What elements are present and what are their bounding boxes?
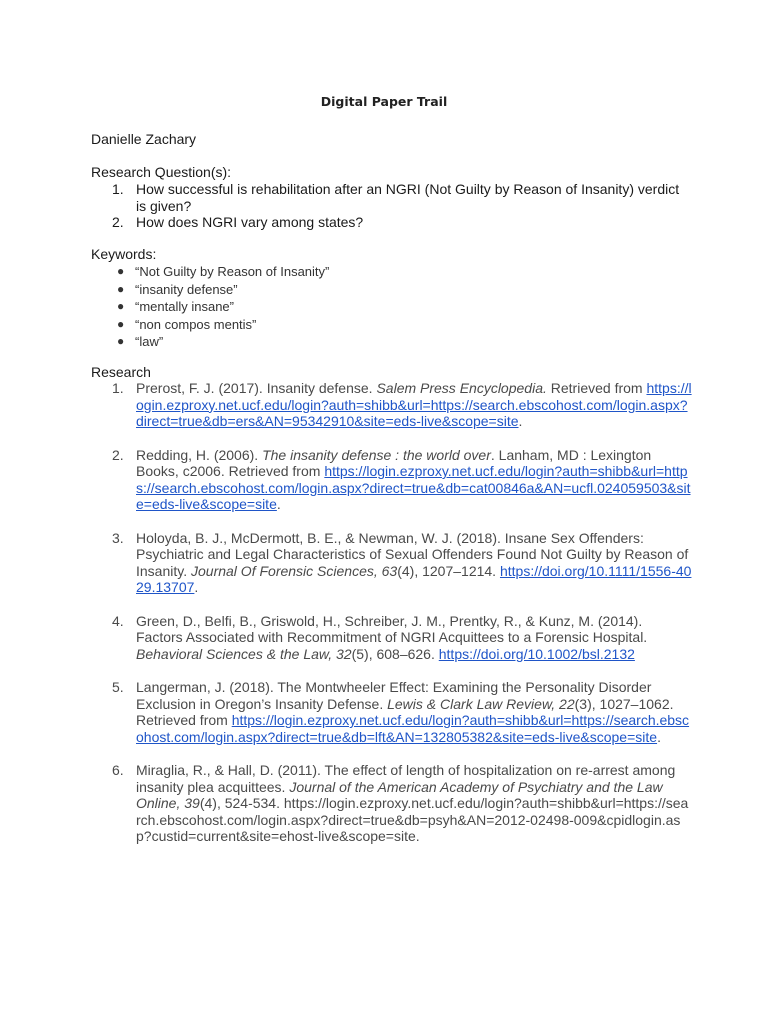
list-number: 2.: [112, 214, 124, 230]
reference-list: [112, 380, 692, 862]
list-number: 5.: [112, 679, 124, 695]
keyword-item: [117, 298, 329, 316]
keywords-heading: Keywords:: [91, 246, 157, 262]
research-heading: Research: [91, 364, 151, 380]
list-number: 4.: [112, 612, 124, 629]
keyword-item: [117, 333, 329, 351]
reference-url-text: https://login.ezproxy.net.ucf.edu/login?auth=shibb&url=https://search.ebscohost.com/login.aspx?direct=true&db=psyh&AN=2012-02498-009&cpidlogin.asp?custid=current&site=ehost-live&scope=site.: [136, 795, 689, 844]
keyword-item: [117, 316, 329, 334]
research-question: [112, 181, 692, 214]
reference-text: .: [518, 413, 523, 429]
list-number: 1.: [112, 380, 124, 396]
bullet-icon: ●: [117, 264, 125, 278]
reference-item: [112, 679, 692, 745]
research-question-text: How does NGRI vary among states?: [136, 214, 364, 230]
reference-text: Redding, H. (2006).: [136, 446, 263, 463]
reference-text: (3), 1027–1062. Retrieved from: [136, 695, 674, 728]
reference-item: [112, 530, 692, 596]
research-question-text: How successful is rehabilitation after an NGRI (Not Guilty by Reason of Insanity) verdict is given?: [136, 181, 680, 214]
reference-text: . Lanham, MD : Lexington Books, c2006. Retrieved from: [136, 446, 652, 479]
reference-source: Salem Press Encyclopedia.: [376, 380, 547, 396]
reference-text: .: [276, 496, 281, 512]
research-questions-heading: Research Question(s):: [91, 164, 232, 180]
list-number: 6.: [112, 762, 124, 778]
list-number: 2.: [112, 446, 124, 463]
reference-item: [112, 762, 692, 845]
reference-text: (4), 1207–1214.: [397, 562, 500, 579]
reference-text: .: [657, 728, 661, 745]
keyword-text: “insanity defense”: [135, 281, 238, 297]
bullet-icon: ●: [117, 334, 125, 348]
keyword-item: [117, 263, 329, 281]
reference-text: Langerman, J. (2018). The Montwheeler Effect: Examining the Personality Disorder Exclusion in Oregon’s Insanity Defense.: [136, 679, 652, 712]
list-number: 3.: [112, 529, 124, 546]
keyword-text: “mentally insane”: [135, 299, 234, 314]
reference-link[interactable]: https://login.ezproxy.net.ucf.edu/login?auth=shibb&url=https://search.ebscohost.com/login.aspx?direct=true&db=cat00846a&AN=ucfl.024059503&site=eds-live&scope=site: [136, 463, 691, 512]
research-question: [112, 214, 692, 231]
reference-text: Green, D., Belfi, B., Griswold, H., Schreiber, J. M., Prentky, R., & Kunz, M. (2014). Factors Associated with Recommitment of NGRI Acquittees to a Forensic Hospital.: [136, 612, 648, 645]
reference-source: Behavioral Sciences & the Law, 32: [136, 645, 352, 662]
keyword-text: “Not Guilty by Reason of Insanity”: [135, 264, 330, 279]
reference-source: The insanity defense : the world over: [262, 446, 491, 463]
reference-source: Lewis & Clark Law Review, 22: [387, 695, 575, 712]
reference-item: [112, 380, 692, 430]
reference-text: Prerost, F. J. (2017). Insanity defense.: [136, 380, 377, 396]
keyword-item: [117, 281, 329, 299]
research-questions-list: [112, 181, 692, 231]
reference-text: Holoyda, B. J., McDermott, B. E., & Newman, W. J. (2018). Insane Sex Offenders: Psychiatric and Legal Characteristics of Sexual Offenders Found Not Guilty by Reason of Insanity.: [136, 529, 689, 579]
reference-item: [112, 447, 692, 513]
reference-text: (5), 608–626.: [351, 645, 439, 662]
reference-link[interactable]: https://login.ezproxy.net.ucf.edu/login?auth=shibb&url=https://search.ebscohost.com/login.aspx?direct=true&db=ers&AN=95342910&site=eds-live&scope=site: [136, 380, 692, 429]
keywords-list: [117, 263, 329, 351]
bullet-icon: ●: [117, 281, 125, 296]
reference-source: Journal Of Forensic Sciences, 63: [191, 562, 398, 579]
bullet-icon: ●: [117, 299, 125, 313]
reference-link[interactable]: https://login.ezproxy.net.ucf.edu/login?auth=shibb&url=https://search.ebscohost.com/login.aspx?direct=true&db=lft&AN=132805382&site=eds-live&scope=site: [136, 712, 690, 745]
reference-text: Miraglia, R., & Hall, D. (2011). The effect of length of hospitalization on re-arrest among insanity plea acquittees.: [136, 762, 676, 795]
list-number: 1.: [112, 181, 124, 197]
reference-link[interactable]: https://doi.org/10.1111/1556-4029.13707: [136, 562, 692, 595]
document-title: Digital Paper Trail: [320, 94, 448, 109]
reference-text: .: [194, 579, 199, 595]
reference-link[interactable]: https://doi.org/10.1002/bsl.2132: [438, 645, 635, 662]
reference-text: Retrieved from: [546, 380, 647, 396]
bullet-icon: ●: [117, 316, 125, 331]
reference-source: Journal of the American Academy of Psychiatry and the Law Online, 39: [136, 778, 663, 811]
reference-text: (4), 524-534.: [199, 795, 284, 811]
reference-item: [112, 613, 692, 663]
keyword-text: “law”: [135, 334, 164, 349]
keyword-text: “non compos mentis”: [135, 316, 257, 332]
author-name: Danielle Zachary: [91, 131, 197, 147]
